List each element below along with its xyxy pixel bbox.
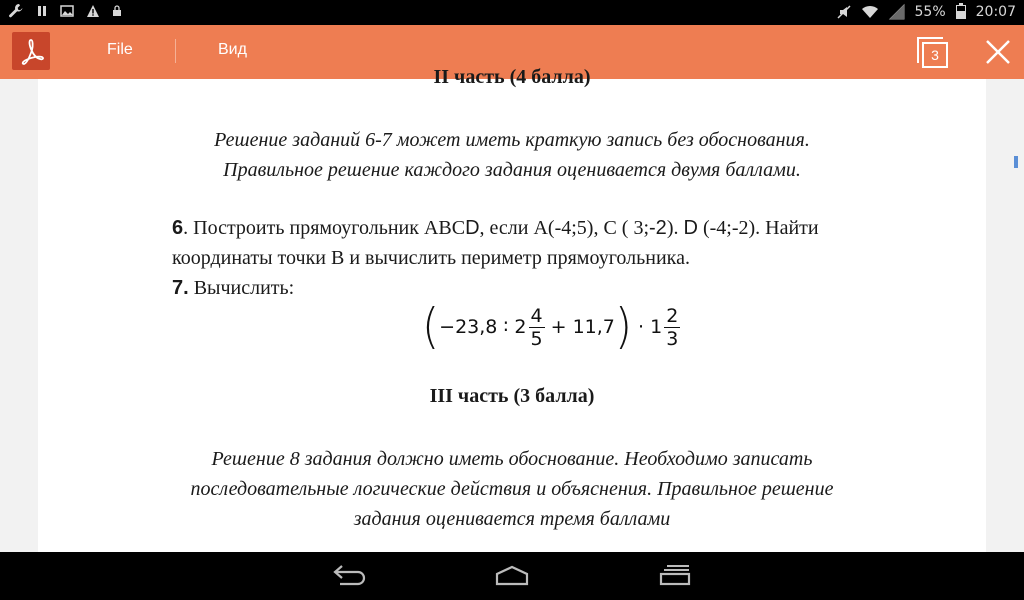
denominator: 3	[666, 327, 679, 350]
fraction	[529, 305, 545, 350]
task-6-line-1	[172, 213, 952, 243]
pause-icon	[36, 4, 48, 18]
task-6-line-2: координаты точки B и вычислить периметр прямоугольника.	[172, 247, 690, 269]
menu-file[interactable]: File	[107, 41, 133, 58]
lock-icon	[112, 4, 122, 18]
part3-instructions	[5, 444, 1019, 534]
recent-apps-icon[interactable]	[658, 564, 694, 588]
instruction-line: задания оценивается тремя баллами	[353, 508, 671, 530]
mute-icon	[837, 4, 851, 20]
home-icon[interactable]	[494, 564, 530, 588]
formula-part: · 1	[638, 316, 663, 338]
formula	[422, 297, 686, 357]
warning-icon	[86, 4, 100, 18]
menu-view[interactable]: Вид	[218, 41, 247, 58]
pdf-reader-icon[interactable]	[12, 32, 50, 70]
navigation-bar	[0, 552, 1024, 600]
notification-icons	[8, 3, 122, 19]
document-page	[38, 66, 986, 552]
denominator: 5	[530, 327, 543, 350]
scroll-indicator[interactable]	[1014, 156, 1018, 168]
task-text: D	[465, 217, 480, 239]
close-icon[interactable]	[984, 38, 1012, 66]
battery-percent: 55%	[914, 4, 946, 20]
battery-icon	[956, 5, 966, 19]
image-icon	[60, 4, 74, 18]
formula-part: + 11,7	[550, 316, 615, 338]
pages-button[interactable]	[917, 37, 947, 67]
task-text: (-4;-2). Найти	[697, 217, 819, 239]
battery-fill	[957, 11, 965, 18]
formula-part: −23,8 ∶ 2	[439, 316, 527, 338]
clock: 20:07	[975, 4, 1016, 20]
task-number: 7.	[172, 277, 189, 299]
signal-icon	[889, 4, 905, 20]
task-text: . Построить прямоугольник ABC	[183, 217, 466, 239]
task-text: Вычислить:	[188, 277, 295, 299]
wrench-icon	[8, 3, 24, 19]
part2-instructions	[38, 125, 986, 185]
task-text: D	[683, 217, 698, 239]
instruction-line: последовательные логические действия и объяснения. Правильное решение	[190, 478, 834, 500]
task-text: , если A(-4;5), C ( 3;	[479, 217, 650, 239]
numerator: 2	[666, 304, 679, 327]
numerator: 4	[530, 304, 543, 327]
status-bar	[0, 0, 1024, 25]
wifi-icon	[861, 4, 879, 20]
instruction-line: Правильное решение каждого задания оценивается двумя баллами.	[223, 159, 801, 181]
page-count: 3	[922, 42, 948, 68]
task-number: 6	[172, 217, 184, 239]
task-text: ).	[666, 217, 684, 239]
task-text: -2	[649, 217, 667, 239]
task-6	[172, 213, 952, 273]
instruction-line: Решение 8 задания должно иметь обоснование. Необходимо записать	[211, 448, 813, 470]
system-icons	[837, 3, 1016, 21]
instruction-line: Решение заданий 6-7 может иметь краткую запись без обоснования.	[214, 129, 810, 151]
menu-divider	[175, 39, 176, 63]
section-heading-part2: II часть (4 балла)	[433, 66, 591, 88]
open-paren: (	[422, 298, 440, 355]
back-icon[interactable]	[330, 564, 368, 588]
close-paren: )	[614, 298, 633, 355]
section-heading-part3: III часть (3 балла)	[429, 385, 595, 407]
fraction	[664, 305, 680, 350]
